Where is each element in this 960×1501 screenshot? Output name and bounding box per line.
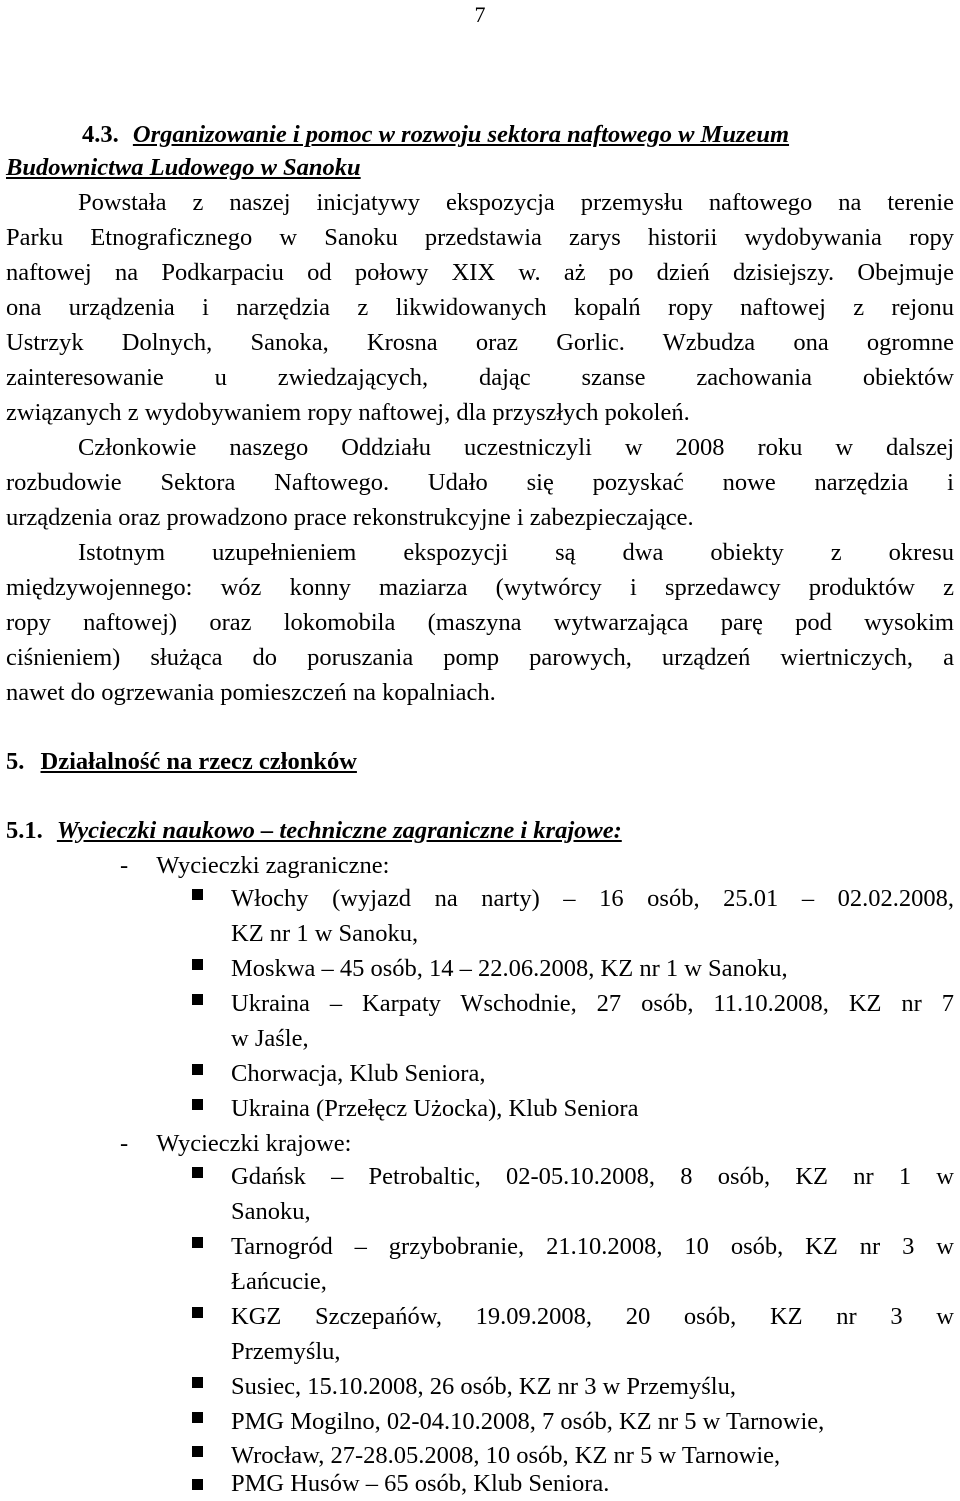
list-item-line: Ukraina (Przełęcz Użocka), Klub Seniora (231, 1095, 639, 1122)
list-item-line: Włochy (wyjazd na narty) – 16 osób, 25.01 – 02.02.2008, (231, 885, 954, 912)
bullet-square-icon (192, 1307, 203, 1318)
list-item-line: Susiec, 15.10.2008, 26 osób, KZ nr 3 w Przemyślu, (231, 1373, 736, 1400)
list-item-line: Łańcucie, (231, 1268, 327, 1295)
bullet-square-icon (192, 1237, 203, 1248)
section-title: Działalność na rzecz członków (40, 748, 357, 775)
list-item-line: w Jaśle, (231, 1025, 309, 1052)
bullet-square-icon (192, 1099, 203, 1110)
section-4-3-heading-cont (6, 151, 361, 185)
dash-marker: - (120, 1130, 129, 1157)
page-number: 7 (474, 2, 486, 27)
paragraph-line: związanych z wydobywaniem ropy naftowej, dla przyszłych pokoleń. (6, 399, 690, 426)
dash-marker: - (120, 852, 129, 879)
paragraph-line: rozbudowie Sektora Naftowego. Udało się pozyskać nowe narzędzia i (6, 469, 954, 496)
paragraph-line: urządzenia oraz prowadzono prace rekonstrukcyjne i zabezpieczające. (6, 504, 694, 531)
section-5-heading (6, 745, 357, 779)
bullet-square-icon (192, 994, 203, 1005)
paragraph-line: Członkowie naszego Oddziału uczestniczyli w 2008 roku w dalszej (78, 434, 954, 461)
list-item-line: Tarnogród – grzybobranie, 21.10.2008, 10 osób, KZ nr 3 w (231, 1233, 954, 1260)
paragraph-line: naftowej na Podkarpaciu od połowy XIX w. aż po dzień dzisiejszy. Obejmuje (6, 259, 954, 286)
bullet-square-icon (192, 1377, 203, 1388)
bullet-square-icon (192, 889, 203, 900)
list-item-line: KZ nr 1 w Sanoku, (231, 920, 419, 947)
paragraph-line: nawet do ogrzewania pomieszczeń na kopalniach. (6, 679, 496, 706)
bullet-square-icon (192, 959, 203, 970)
paragraph-line: Parku Etnograficznego w Sanoku przedstawia zarys historii wydobywania ropy (6, 224, 954, 251)
list-item-line: Przemyślu, (231, 1338, 341, 1365)
section-5-1-heading (6, 814, 622, 848)
list-item-line: KGZ Szczepańów, 19.09.2008, 20 osób, KZ nr 3 w (231, 1303, 954, 1330)
list-item-line: Moskwa – 45 osób, 14 – 22.06.2008, KZ nr 1 w Sanoku, (231, 955, 788, 982)
section-number: 5. (6, 748, 25, 775)
bullet-square-icon (192, 1167, 203, 1178)
list-item-line: Ukraina – Karpaty Wschodnie, 27 osób, 11.10.2008, KZ nr 7 (231, 990, 954, 1017)
list-item-line: Chorwacja, Klub Seniora, (231, 1060, 486, 1087)
paragraph-line: międzywojennego: wóz konny maziarza (wytwórcy i sprzedawcy produktów z (6, 574, 954, 601)
paragraph-line: Istotnym uzupełnieniem ekspozycji są dwa obiekty z okresu (78, 539, 954, 566)
list-item-line: Gdańsk – Petrobaltic, 02-05.10.2008, 8 osób, KZ nr 1 w (231, 1163, 954, 1190)
bullet-square-icon (192, 1446, 203, 1457)
list-item-line: PMG Mogilno, 02-04.10.2008, 7 osób, KZ nr 5 w Tarnowie, (231, 1408, 825, 1435)
section-4-3-heading (82, 118, 789, 152)
list-heading-label: Wycieczki zagraniczne: (156, 852, 390, 879)
list-item-line: Wrocław, 27-28.05.2008, 10 osób, KZ nr 5 w Tarnowie, (231, 1442, 781, 1469)
section-title: Organizowanie i pomoc w rozwoju sektora naftowego w Muzeum (132, 121, 790, 148)
bullet-square-icon (192, 1064, 203, 1075)
paragraph-line: ona urządzenia i narzędzia z likwidowanych kopalń ropy naftowej z rejonu (6, 294, 954, 321)
paragraph-line: ropy naftowej) oraz lokomobila (maszyna wytwarzająca parę pod wysokim (6, 609, 954, 636)
section-number: 5.1. (6, 817, 43, 844)
list-heading-label: Wycieczki krajowe: (156, 1130, 352, 1157)
list-item-line: PMG Husów – 65 osób, Klub Seniora. (231, 1470, 610, 1497)
section-number: 4.3. (82, 121, 119, 148)
paragraph-line: Ustrzyk Dolnych, Sanoka, Krosna oraz Gorlic. Wzbudza ona ogromne (6, 329, 954, 356)
paragraph-line: zainteresowanie u zwiedzających, dając szanse zachowania obiektów (6, 364, 954, 391)
section-title-cont: Budownictwa Ludowego w Sanoku (6, 154, 361, 181)
list-heading-domestic (120, 1127, 351, 1161)
bullet-square-icon (192, 1479, 203, 1490)
list-item-line: Sanoku, (231, 1198, 311, 1225)
paragraph-line: ciśnieniem) służąca do poruszania pomp parowych, urządzeń wiertniczych, a (6, 644, 954, 671)
list-heading-foreign (120, 849, 389, 883)
paragraph-line: Powstała z naszej inicjatywy ekspozycja przemysłu naftowego na terenie (78, 189, 954, 216)
bullet-square-icon (192, 1412, 203, 1423)
section-title: Wycieczki naukowo – techniczne zagraniczne i krajowe: (56, 817, 622, 844)
